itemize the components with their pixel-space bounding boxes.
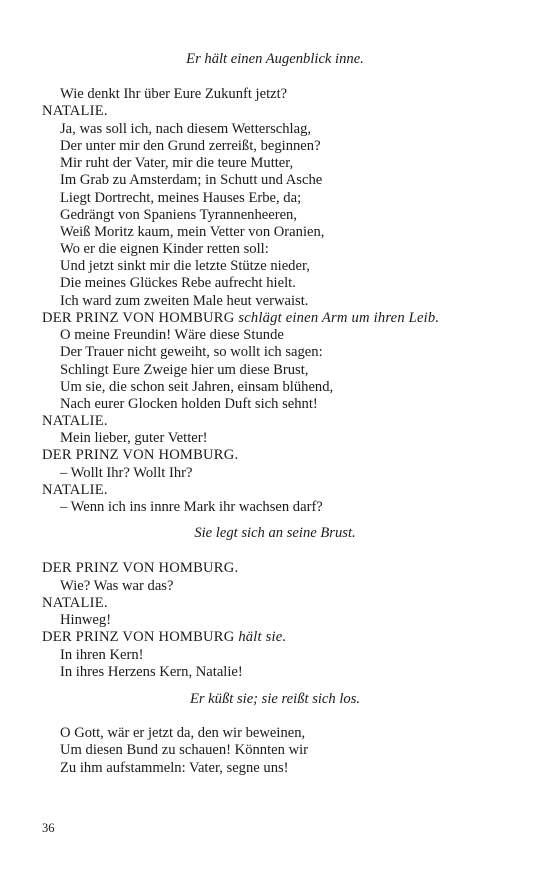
line-text: Wie? Was war das? <box>60 578 174 594</box>
line-text: Gedrängt von Spaniens Tyrannenheeren, <box>60 207 297 223</box>
verse-line <box>60 611 111 629</box>
speaker-line <box>42 309 439 327</box>
line-text: Er küßt sie; sie reißt sich los. <box>189 691 361 707</box>
line-text: Sie legt sich an seine Brust. <box>194 525 356 541</box>
verse-line <box>60 257 310 275</box>
line-text: – Wollt Ihr? Wollt Ihr? <box>60 465 193 481</box>
speaker-line <box>42 412 108 430</box>
stage-direction <box>0 50 550 68</box>
verse-line <box>60 498 323 516</box>
line-text: Im Grab zu Amsterdam; in Schutt und Asche <box>60 172 323 188</box>
speaker-name: DER PRINZ VON HOMBURG <box>42 310 235 326</box>
speaker-line <box>42 102 108 120</box>
verse-line <box>60 464 192 482</box>
stage-direction <box>0 690 550 708</box>
verse-line <box>60 292 308 310</box>
verse-line <box>60 223 324 241</box>
line-text: Schlingt Eure Zweige hier um diese Brust, <box>60 362 309 378</box>
line-text: Der Trauer nicht geweiht, so wollt ich sagen: <box>60 344 323 360</box>
verse-line <box>60 646 143 664</box>
verse-line <box>60 395 318 413</box>
stage-direction <box>0 524 550 542</box>
verse-line <box>60 741 308 759</box>
verse-line <box>60 663 243 681</box>
line-text: Weiß Moritz kaum, mein Vetter von Oranien, <box>60 224 325 240</box>
verse-line <box>60 154 293 172</box>
line-text: Hinweg! <box>60 612 112 628</box>
speaker-name: DER PRINZ VON HOMBURG. <box>42 447 239 463</box>
speaker-line <box>42 594 108 612</box>
verse-line <box>60 171 322 189</box>
line-text: Er hält einen Augenblick inne. <box>186 51 364 67</box>
speaker-line <box>42 446 238 464</box>
verse-line <box>60 343 323 361</box>
speaker-name: DER PRINZ VON HOMBURG. <box>42 560 239 576</box>
verse-line <box>60 577 173 595</box>
line-text: Wie denkt Ihr über Eure Zukunft jetzt? <box>60 86 288 102</box>
verse-line <box>60 137 321 155</box>
line-text: Mein lieber, guter Vetter! <box>60 430 208 446</box>
verse-line <box>60 361 308 379</box>
speaker-line <box>42 559 238 577</box>
speaker-name: NATALIE. <box>42 413 108 429</box>
line-text: In ihres Herzens Kern, Natalie! <box>60 664 243 680</box>
speaker-name: NATALIE. <box>42 595 108 611</box>
line-text: In ihren Kern! <box>60 647 144 663</box>
speaker-name: DER PRINZ VON HOMBURG <box>42 629 235 645</box>
verse-line <box>60 759 289 777</box>
line-text: Wo er die eignen Kinder retten soll: <box>60 241 269 257</box>
verse-line <box>60 274 296 292</box>
line-text: – Wenn ich ins innre Mark ihr wachsen darf? <box>60 499 323 515</box>
verse-line <box>60 85 287 103</box>
verse-line <box>60 189 301 207</box>
verse-line <box>60 724 305 742</box>
line-text: Die meines Glückes Rebe aufrecht hielt. <box>60 275 296 291</box>
speaker-line <box>42 628 286 646</box>
verse-line <box>60 120 311 138</box>
verse-line <box>60 429 207 447</box>
speaker-name: NATALIE. <box>42 103 108 119</box>
inline-stage-direction: hält sie. <box>238 629 287 645</box>
line-text: Liegt Dortrecht, meines Hauses Erbe, da; <box>60 190 302 206</box>
speaker-name: NATALIE. <box>42 482 108 498</box>
line-text: Nach eurer Glocken holden Duft sich sehnt! <box>60 396 318 412</box>
page-number: 36 <box>42 821 55 835</box>
line-text: Zu ihm aufstammeln: Vater, segne uns! <box>60 760 289 776</box>
speaker-line <box>42 481 108 499</box>
line-text: O Gott, wär er jetzt da, den wir beweinen, <box>60 725 306 741</box>
line-text: Der unter mir den Grund zerreißt, beginnen? <box>60 138 321 154</box>
line-text: Und jetzt sinkt mir die letzte Stütze nieder, <box>60 258 310 274</box>
verse-line <box>60 206 297 224</box>
verse-line <box>60 240 269 258</box>
inline-stage-direction: schlägt einen Arm um ihren Leib. <box>238 310 440 326</box>
line-text: Um sie, die schon seit Jahren, einsam blühend, <box>60 379 334 395</box>
line-text: Mir ruht der Vater, mir die teure Mutter, <box>60 155 294 171</box>
line-text: Ja, was soll ich, nach diesem Wetterschlag, <box>60 121 312 137</box>
line-text: O meine Freundin! Wäre diese Stunde <box>60 327 284 343</box>
verse-line <box>60 326 284 344</box>
line-text: Um diesen Bund zu schauen! Könnten wir <box>60 742 309 758</box>
verse-line <box>60 378 333 396</box>
line-text: Ich ward zum zweiten Male heut verwaist. <box>60 293 309 309</box>
